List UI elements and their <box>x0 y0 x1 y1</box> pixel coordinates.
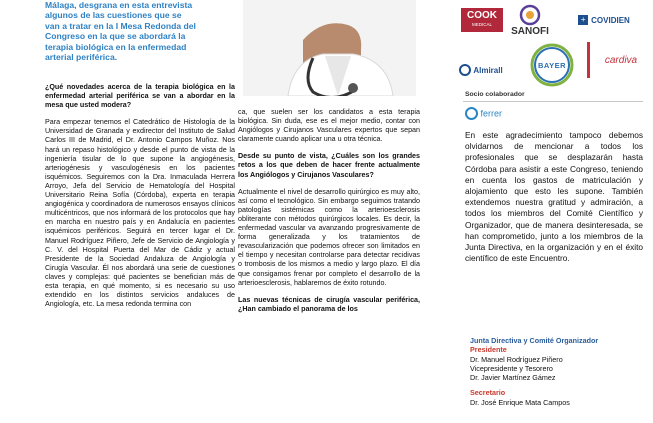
presidente-label: Presidente <box>470 345 507 355</box>
answer-1-continued: ca, que suelen ser los candidatos a esta terapia biológica. Sin duda, ese es el mejor medio, contar con Angiólogos y Cirujanos Vasculares expertos que sepan claramente cuando aplicar una u otra técnica. <box>238 108 420 144</box>
intro-line: terapia biológica en la enfermedad <box>45 41 187 52</box>
secretario-label: Secretario <box>470 388 506 398</box>
almirall-logo <box>455 62 507 78</box>
secretario-name: Dr. José Enrique Mata Campos <box>470 397 570 407</box>
question-2: Desde su punto de vista, ¿Cuáles son los grandes retos a los que deben de hacer frente actualmente los Angiólogos y Cirujanos Vasculares? <box>238 152 420 179</box>
ferrer-logo <box>465 107 502 120</box>
almirall-logo-text: Almirall <box>473 65 503 75</box>
sanofi-logo-text: SANOFI <box>511 25 549 37</box>
cardiva-logo <box>587 42 652 78</box>
cook-logo-text: COOK <box>467 10 497 21</box>
cook-logo <box>461 8 503 32</box>
intro-line: Málaga, desgrana en esta entrevista <box>45 0 193 10</box>
divider <box>463 101 643 102</box>
ferrer-logo-text: ferrer <box>480 108 503 119</box>
acknowledgement-text: En este agradecimiento tampoco debemos olvidarnos de mencionar a todos los profesionales que se desplazarán hasta Córdoba para asistir a este Congreso, teniendo en cuenta los gastos de matriculación y alojamiento que esto les supone. También extendemos nuestra gratitud y admiración, a todos los miembros del Comité Científico y Organizador, que de manera desinteresada, se han comprometido, junto a los miembros de la Junta Directiva, en la organización y en el éxito científico de este Encuentro. <box>465 130 643 264</box>
junta-directiva <box>470 336 650 407</box>
answer-1: Para empezar tenemos el Catedrático de Histología de la Universidad de Granada y exdirector del Instituto de Salud Carlos III de Madrid, el Dr. Antonio Campos Muñoz. Nos hará un repaso histológico y desde el punto de vista de la ingeniería tisular de lo que supone la angiogénesis, arteriogénesis y vasculogénesis en los pacientes isquémicos. Seguiremos con la Dra. Inmaculada Herrera Arroyo, Jefa del Servicio de Hematología del Hospital Universitario Reina Sofía (Córdoba), experta en terapia angiogénica y coordinadora de numerosos ensayos clínicos multicéntricos, que nos informará de los protocolos que hay en marcha en nuestro país y en Andalucía en pacientes isquémicos periféricos. Seguirá en tercer lugar el Dr. Manuel Rodríguez Piñero, Jefe de Servicio de Angiología y C. V. del Hospital Puerta del Mar de Cádiz y actual Presidente de la Sociedad Andaluza de Angiología y Cirugía Vascular. Él nos abordará una serie de cuestiones claves y complejas: qué pacientes se benefician más de esta terapia, en qué momento, si es necesario su uso extendido en los distintos servicios andaluces de Angiología, etc. La mesa redonda termina con <box>45 118 235 309</box>
cook-logo-subtext: MEDICAL <box>471 22 492 27</box>
article-column-2 <box>238 108 420 322</box>
junta-title: Junta Directiva y Comité Organizador <box>470 336 599 345</box>
bayer-logo <box>529 42 575 88</box>
vicepresidente-label: Vicepresidente y Tesorero <box>470 363 553 373</box>
sanofi-mark-icon <box>518 4 542 26</box>
doctor-photo <box>243 0 416 96</box>
sanofi-logo <box>507 2 553 38</box>
question-3: Las nuevas técnicas de cirugía vascular periférica, ¿Han cambiado el panorama de los <box>238 295 420 313</box>
cardiva-logo-text: cardiva <box>604 54 638 66</box>
sponsor-logos <box>455 0 653 88</box>
answer-2: Actualmente el nivel de desarrollo quirúrgico es muy alto, así como el tecnológico. Sin embargo seguimos tratando patologías sistémicas como la arterioesclerosis obliterante con métodos quirúrgicos locales. Es decir, la enfermedad vascular va avanzando progresivamente de forma generalizada y los tratamientos de revascularización que podemos ofrecer son limitados en el tiempo y necesitan controlarse para detectar recidivas o trombosis de los mismos a medio y largo plazo. El día que consigamos frenar por completo el desarrollo de la arterioesclerosis, hablaremos de éxito rotundo. <box>238 187 420 287</box>
intro-line: arterial periférica. <box>45 52 118 63</box>
presidente-name: Dr. Manuel Rodríguez Piñero <box>470 354 563 364</box>
question-1: ¿Qué novedades acerca de la terapia biológica en la enfermedad arterial periférica se van a abordar en la mesa que usted modera? <box>45 83 235 110</box>
vicepresidente-name: Dr. Javier Martínez Gámez <box>470 373 556 383</box>
doctor-illustration <box>243 0 416 96</box>
intro-line: algunos de las cuestiones que se <box>45 10 182 21</box>
intro-lead <box>45 0 235 62</box>
covidien-logo <box>559 12 649 28</box>
cross-icon: + <box>578 15 588 25</box>
covidien-logo-text: COVIDIEN <box>591 15 630 25</box>
article-column-1 <box>45 83 235 317</box>
intro-line: Congreso en la que se abordará la <box>45 31 186 42</box>
bayer-logo-text: BAYER <box>537 60 567 70</box>
socio-colaborador-label: Socio colaborador <box>465 91 525 98</box>
ferrer-mark-icon <box>465 107 478 120</box>
almirall-mark-icon <box>459 64 471 76</box>
intro-line: van a tratar en la I Mesa Redonda del <box>45 20 196 31</box>
